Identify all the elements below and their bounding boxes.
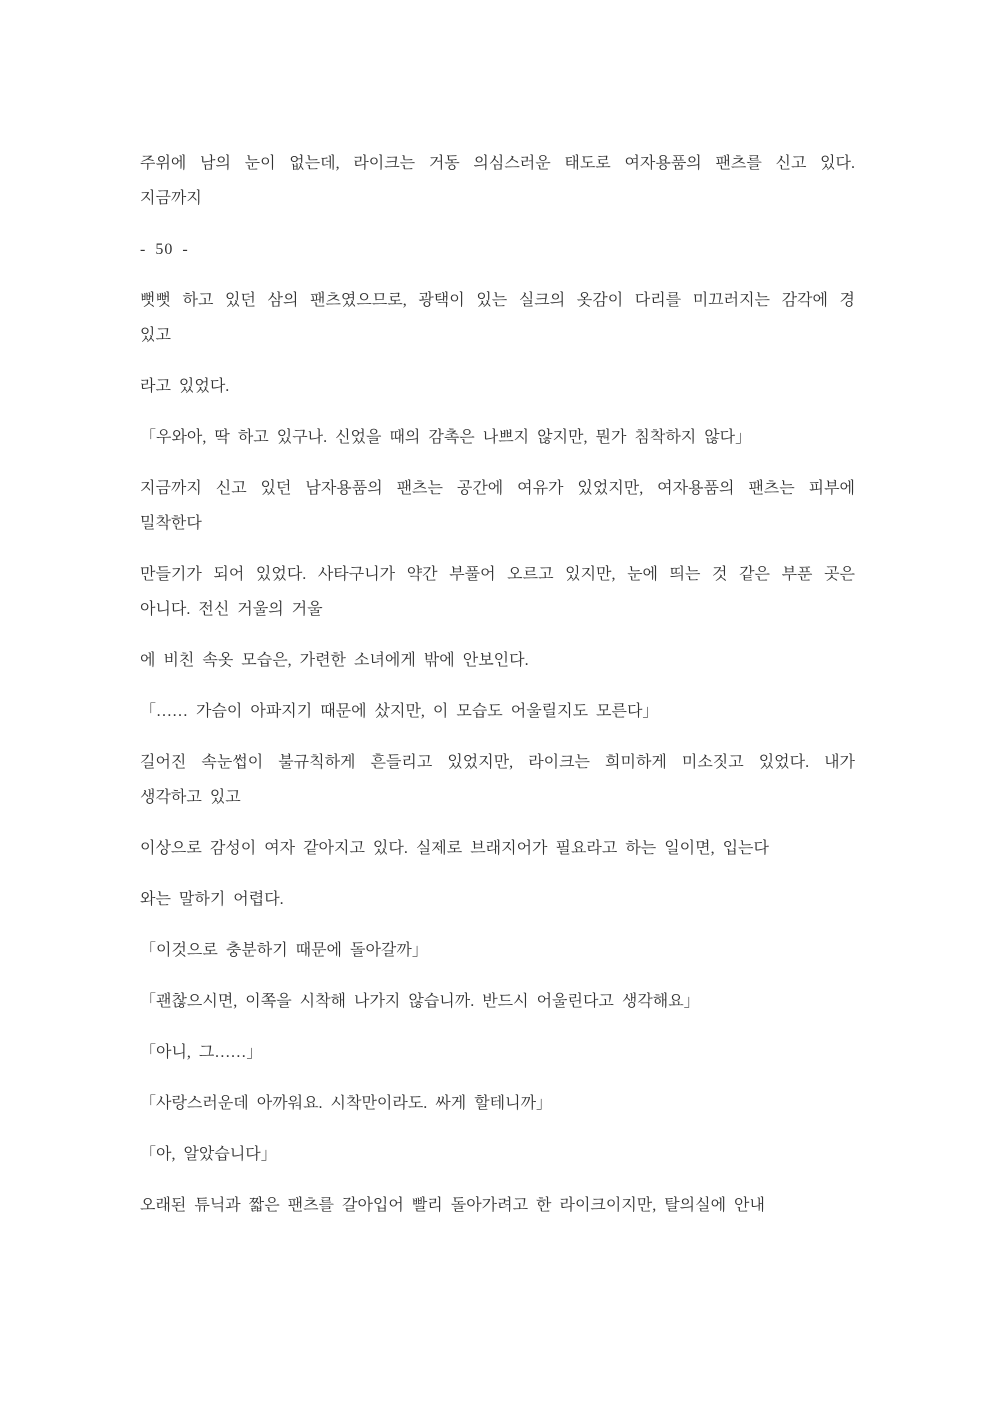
text-line: 라고 있었다. [140, 378, 230, 395]
paragraph [140, 369, 855, 404]
text-line: 이상으로 감성이 여자 같아지고 있다. 실제로 브래지어가 필요라고 하는 일이면, 입는다 [140, 840, 769, 857]
paragraph [140, 1035, 855, 1070]
text-line: 오래된 튜닉과 짧은 팬츠를 갈아입어 빨리 돌아가려고 한 라이크이지만, 탈의실에 안내 [140, 1197, 765, 1214]
paragraph [140, 1137, 855, 1172]
text-line: 「사랑스러운데 아까워요. 시착만이라도. 싸게 할테니까」 [140, 1095, 553, 1112]
page-number [140, 232, 855, 267]
text-line: 지금까지 [140, 190, 202, 207]
text-line: 「괜찮으시면, 이쪽을 시착해 나가지 않습니까. 반드시 어울린다고 생각해요」 [140, 993, 700, 1010]
text-line: 생각하고 있고 [140, 789, 241, 806]
paragraph [140, 882, 855, 917]
text-line: 와는 말하기 어렵다. [140, 891, 284, 908]
paragraph [140, 283, 855, 353]
text-line: 「우와아, 딱 하고 있구나. 신었을 때의 감촉은 나쁘지 않지만, 뭔가 침착하지 않다」 [140, 429, 752, 446]
text-line: 「아, 알았습니다」 [140, 1146, 277, 1163]
text-line: 밀착한다 [140, 515, 202, 532]
text-line: 만들기가 되어 있었다. 사타구니가 약간 부풀어 오르고 있지만, 눈에 띄는 것 같은 부푼 곳은 [140, 566, 855, 583]
paragraph [140, 643, 855, 678]
paragraph [140, 1086, 855, 1121]
paragraph [140, 933, 855, 968]
text-line: 「아니, 그……」 [140, 1044, 263, 1061]
paragraph [140, 694, 855, 729]
text-line: 있고 [140, 327, 171, 344]
paragraph [140, 557, 855, 627]
text-line: 「…… 가슴이 아파지기 때문에 샀지만, 이 모습도 어울릴지도 모른다」 [140, 703, 659, 720]
paragraph [140, 1188, 855, 1223]
text-line: 지금까지 신고 있던 남자용품의 팬츠는 공간에 여유가 있었지만, 여자용품의 팬츠는 피부에 [140, 480, 855, 497]
text-line: 주위에 남의 눈이 없는데, 라이크는 거동 의심스러운 태도로 여자용품의 팬츠를 신고 있다. [140, 155, 855, 172]
paragraph [140, 745, 855, 815]
paragraph [140, 146, 855, 216]
page-number-text: - 50 - [140, 241, 189, 258]
text-line: 아니다. 전신 거울의 거울 [140, 601, 323, 618]
text-line: 길어진 속눈썹이 불규칙하게 흔들리고 있었지만, 라이크는 희미하게 미소짓고 있었다. 내가 [140, 754, 855, 771]
text-line: 뻣뻣 하고 있던 삼의 팬츠였으므로, 광택이 있는 실크의 옷감이 다리를 미끄러지는 감각에 경 [140, 292, 855, 309]
paragraph [140, 984, 855, 1019]
paragraph [140, 471, 855, 541]
paragraph [140, 831, 855, 866]
paragraph [140, 420, 855, 455]
text-line: 「이것으로 충분하기 때문에 돌아갈까」 [140, 942, 428, 959]
text-line: 에 비친 속옷 모습은, 가련한 소녀에게 밖에 안보인다. [140, 652, 529, 669]
